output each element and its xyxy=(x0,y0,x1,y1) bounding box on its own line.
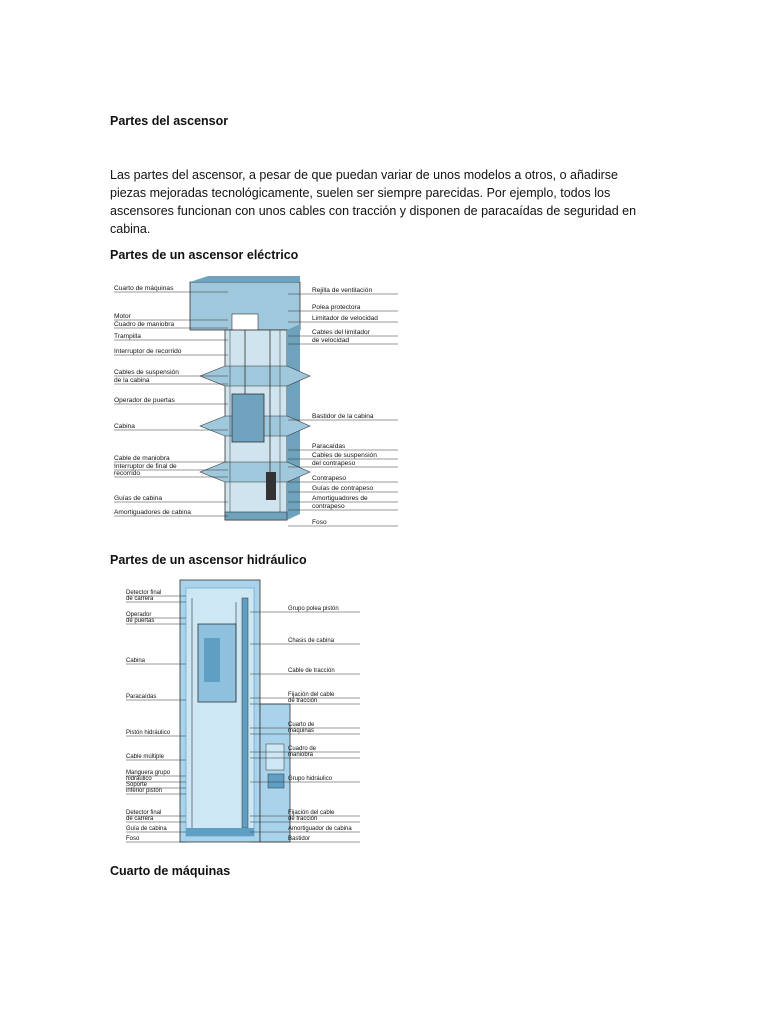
electric-right-label-12: contrapeso xyxy=(312,503,345,510)
hydraulic-elevator-diagram xyxy=(120,578,365,853)
electric-right-label-1: Polea protectora xyxy=(312,304,361,311)
hydraulic-right-label-11: de tracción xyxy=(288,816,318,822)
hydraulic-right-label-0: Grupo polea pistón xyxy=(288,606,339,612)
hydraulic-right-label-13: Bastidor xyxy=(288,836,311,842)
electric-right-label-2: Limitador de velocidad xyxy=(312,315,378,322)
electric-left-label-6: de la cabina xyxy=(114,377,150,384)
hydraulic-left-label-8: Manguera grupo xyxy=(126,770,171,776)
intro-paragraph: Las partes del ascensor, a pesar de que puedan variar de unos modelos a otros, o añadirse piezas mejoradas tecnológicamente, suelen ser siempre parecidas. Por ejemplo, todos los ascensores funcionan con unos cables con tracción y disponen de paracaídas de seguridad en cabina. xyxy=(110,168,637,236)
hydraulic-left-label-4: Cabina xyxy=(126,658,146,664)
cabin-shape xyxy=(232,394,264,442)
hydraulic-left-label-13: de carrera xyxy=(126,816,154,822)
piston-shape xyxy=(242,598,248,828)
electric-left-label-10: Interruptor de final de xyxy=(114,463,177,470)
hydraulic-left-label-10: Soporte xyxy=(126,782,148,788)
hydraulic-right-label-5: Cuarto de xyxy=(288,722,315,728)
electric-left-label-8: Cabina xyxy=(114,423,135,430)
hydraulic-right-label-2: Cable de tracción xyxy=(288,668,335,674)
hydraulic-right-label-7: Cuadro de xyxy=(288,746,317,752)
electric-right-label-5: Bastidor de la cabina xyxy=(312,413,374,420)
hydraulic-left-label-15: Foso xyxy=(126,836,140,842)
hydraulic-right-label-1: Chasis de cabina xyxy=(288,638,335,644)
hydraulic-left-label-3: de puertas xyxy=(126,618,155,624)
electric-left-label-1: Motor xyxy=(114,313,131,320)
electric-right-label-4: de velocidad xyxy=(312,337,350,344)
hydraulic-left-label-7: Cable múltiple xyxy=(126,754,165,760)
pit-shape xyxy=(225,512,287,520)
electric-elevator-svg xyxy=(110,276,400,540)
electric-elevator-heading: Partes de un ascensor eléctrico xyxy=(110,248,299,262)
electric-left-label-9: Cable de maniobra xyxy=(114,455,170,462)
hydraulic-left-label-6: Pistón hidráulico xyxy=(126,730,171,736)
hydraulic-left-label-2: Operador xyxy=(126,612,152,618)
hydraulic-left-label-5: Paracaídas xyxy=(126,694,157,700)
electric-right-label-8: del contrapeso xyxy=(312,460,356,467)
hydraulic-left-label-14: Guía de cabina xyxy=(126,826,167,832)
electric-left-label-12: Guías de cabina xyxy=(114,495,163,502)
hydraulic-left-label-0: Detector final xyxy=(126,590,162,596)
hydraulic-left-label-9: hidráulico xyxy=(126,776,152,782)
machine-room-roof xyxy=(190,276,300,282)
hydraulic-right-label-12: Amortiguador de cabina xyxy=(288,826,352,832)
electric-right-label-6: Paracaídas xyxy=(312,443,346,450)
electric-left-label-5: Cables de suspensión xyxy=(114,369,179,376)
motor-shape xyxy=(232,314,258,330)
hydraulic-elevator-svg xyxy=(120,578,365,853)
hydraulic-left-label-11: inferior pistón xyxy=(126,788,163,794)
hydraulic-right-label-10: Fijación del cable xyxy=(288,810,335,816)
electric-right-label-3: Cables del limitador xyxy=(312,329,370,336)
hydraulic-left-label-1: de carrera xyxy=(126,596,154,602)
hydraulic-elevator-heading: Partes de un ascensor hidráulico xyxy=(110,553,307,567)
electric-right-label-7: Cables de suspensión xyxy=(312,452,377,459)
hydraulic-right-label-6: máquinas xyxy=(288,728,315,734)
hydraulic-right-label-8: maniobra xyxy=(288,752,314,758)
electric-left-label-13: Amortiguadores de cabina xyxy=(114,509,191,516)
document-title: Partes del ascensor xyxy=(110,114,229,128)
electric-elevator-diagram xyxy=(110,276,400,540)
counterweight-shape xyxy=(266,472,276,500)
machine-room-heading: Cuarto de máquinas xyxy=(110,864,231,878)
electric-left-label-2: Cuadro de maniobra xyxy=(114,321,175,328)
hydraulic-left-label-12: Detector final xyxy=(126,810,162,816)
electric-left-label-11: recorrido xyxy=(114,470,141,477)
electric-right-label-10: Guías de contrapeso xyxy=(312,485,374,492)
hydraulic-right-label-3: Fijación del cable xyxy=(288,692,335,698)
electric-left-label-4: Interruptor de recorrido xyxy=(114,348,182,355)
electric-left-label-0: Cuarto de máquinas xyxy=(114,285,174,292)
electric-right-label-13: Foso xyxy=(312,519,327,526)
electric-right-label-9: Contrapeso xyxy=(312,475,347,482)
electric-left-label-7: Operador de puertas xyxy=(114,397,175,404)
hydraulic-machine-room xyxy=(260,704,290,842)
electric-right-label-11: Amortiguadores de xyxy=(312,495,368,502)
electric-right-label-0: Rejilla de ventilación xyxy=(312,287,373,294)
hydraulic-right-label-9: Grupo hidráulico xyxy=(288,776,333,782)
hydraulic-right-label-4: de tracción xyxy=(288,698,318,704)
floor-slab-3 xyxy=(200,462,310,482)
electric-left-label-3: Trampilla xyxy=(114,333,141,340)
